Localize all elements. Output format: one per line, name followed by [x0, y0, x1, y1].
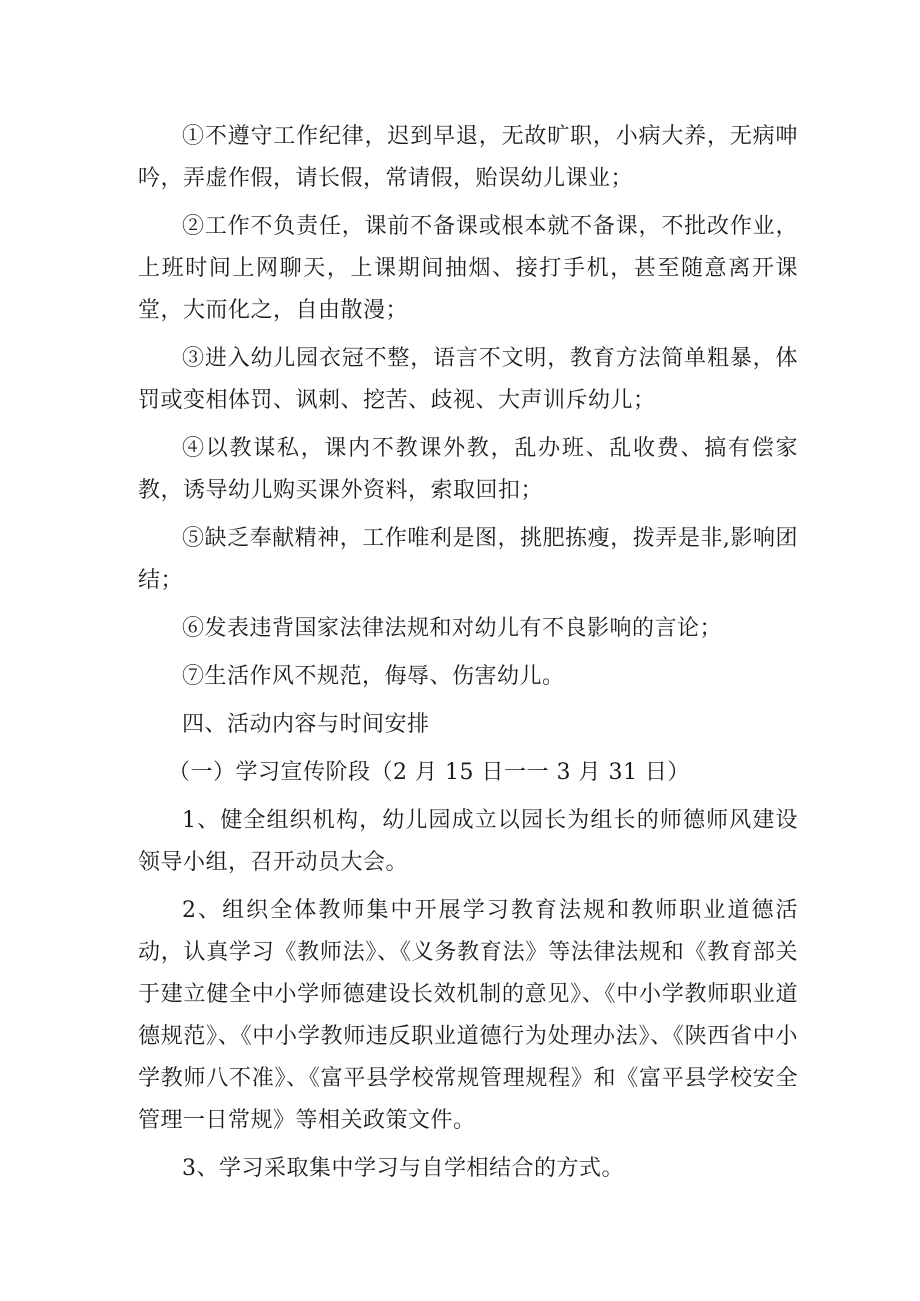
- paragraph-item-2: ②工作不负责任，课前不备课或根本就不备课，不批改作业，上班时间上网聊天，上课期间抽烟、接打手机，甚至随意离开课堂，大而化之，自由散漫；: [138, 214, 798, 323]
- step-3-paragraph: 3、学习采取集中学习与自学相结合的方式。: [182, 1156, 624, 1181]
- paragraph-item-7: ⑦生活作风不规范，侮辱、伤害幼儿。: [182, 664, 565, 689]
- paragraph-item-5: ⑤缺乏奉献精神，工作唯利是图，挑肥拣瘦，拨弄是非,影响团结；: [138, 526, 798, 593]
- subsection-heading: （一）学习宣传阶段（2 月 15 日一一 3 月 31 日）: [168, 760, 690, 785]
- step-2-paragraph: 2、组织全体教师集中开展学习教育法规和教师职业道德活动，认真学习《教师法》、《义务教育法》等法律法规和《教育部关于建立健全中小学师德建设长效机制的意见》、《中小学教师职业道德规范》、《中小学教师违反职业道德行为处理办法》、《陕西省中小学教师八不准》、《富平县学校常规管理规程》和《富平县学校安全管理一日常规》等相关政策文件。: [138, 898, 798, 1133]
- paragraph-item-4: ④以教谋私，课内不教课外教，乱办班、乱收费、搞有偿家教，诱导幼儿购买课外资料，索取回扣；: [138, 436, 798, 503]
- section-heading: 四、活动内容与时间安排: [182, 712, 430, 737]
- step-1-paragraph: 1、健全组织机构，幼儿园成立以园长为组长的师德师风建设领导小组，召开动员大会。: [138, 808, 798, 875]
- paragraph-item-1: ①不遵守工作纪律，迟到早退，无故旷职，小病大养，无病呻吟，弄虚作假，请长假，常请假，贻误幼儿课业；: [138, 124, 798, 191]
- paragraph-item-3: ③进入幼儿园衣冠不整，语言不文明，教育方法简单粗暴，体罚或变相体罚、讽刺、挖苦、歧视、大声训斥幼儿；: [138, 346, 798, 413]
- document-page: [138, 116, 798, 1190]
- paragraph-item-6: ⑥发表违背国家法律法规和对幼儿有不良影响的言论；: [182, 616, 723, 641]
